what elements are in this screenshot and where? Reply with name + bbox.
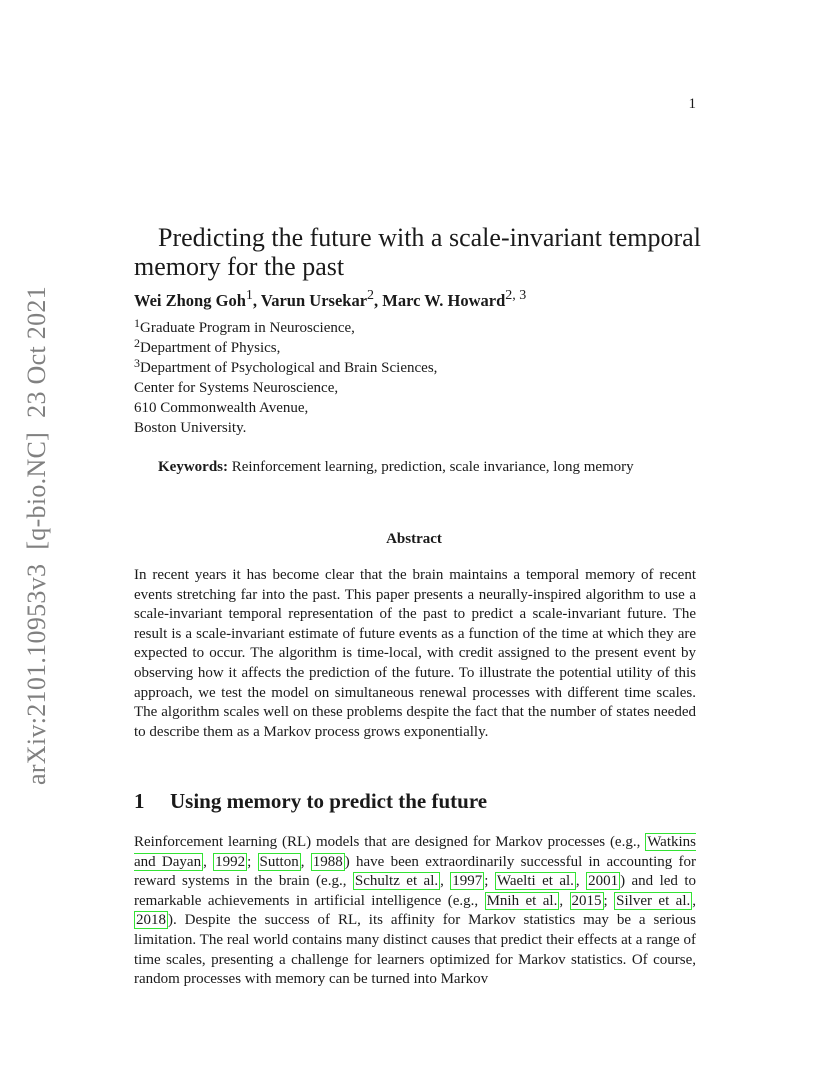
intro-text: ) have been extraordinarily successful in accounting for reward systems in the brain (e.g., — [134, 853, 697, 890]
intro-text: ). Despite the success of RL, its affinity for Markov statistics may be a serious limitation. The real world contains many distinct causes that predict their effects at a range of time scales, presenting a challenge for learners optimized for Markov statistics. Of course, random processes with memory can be turned into Markov — [134, 912, 696, 988]
abstract-heading: Abstract — [386, 531, 442, 547]
affiliation-mark: 2 — [134, 336, 140, 350]
citation-link[interactable]: Mnih et al. — [486, 892, 558, 909]
affiliation-line — [134, 318, 437, 338]
affiliation-text: Department of Physics, — [140, 340, 281, 356]
affiliation-mark: 3 — [134, 356, 140, 370]
arxiv-id: arXiv:2101.10953v3 — [22, 563, 51, 785]
section-heading — [134, 789, 487, 814]
citation-link[interactable]: Waelti et al. — [496, 873, 574, 890]
affiliation-line — [134, 398, 437, 418]
citation-link[interactable]: Watkins and Dayan — [134, 834, 696, 870]
author-name: Wei Zhong Goh — [134, 291, 246, 310]
page-number: 1 — [688, 96, 696, 112]
author-affiliation-mark: 2 — [367, 288, 375, 303]
intro-text: ) and led to remarkable achievements in artificial intelligence (e.g., — [134, 873, 696, 909]
section-number: 1 — [134, 789, 145, 813]
affiliation-text: Boston University. — [134, 420, 247, 436]
citation-link[interactable]: Silver et al. — [616, 892, 691, 909]
citation-link[interactable]: 1992 — [215, 853, 246, 870]
affiliation-block — [134, 318, 437, 438]
citation-link[interactable]: 2015 — [571, 892, 602, 909]
intro-text: Reinforcement learning (RL) models that are designed for Markov processes (e.g., — [134, 834, 646, 850]
citation-separator: , — [440, 873, 451, 890]
citation-separator: ; — [484, 873, 495, 890]
affiliation-mark: 1 — [134, 316, 140, 330]
arxiv-date: 23 Oct 2021 — [22, 286, 51, 418]
keywords-label: Keywords: — [158, 459, 228, 475]
affiliation-text: 610 Commonwealth Avenue, — [134, 400, 309, 416]
citation-separator: , — [575, 873, 587, 890]
section-title: Using memory to predict the future — [170, 789, 488, 813]
citation-separator: , — [692, 892, 696, 909]
citation-separator: , — [203, 853, 214, 870]
affiliation-text: Department of Psychological and Brain Sciences, — [140, 360, 438, 376]
affiliation-line — [134, 418, 437, 438]
citation-separator: , — [559, 892, 570, 909]
citation-separator: ; — [247, 853, 258, 870]
paper-title: Predicting the future with a scale-invariant temporal memory for the past — [134, 223, 701, 281]
author-name: Varun Ursekar — [260, 291, 368, 310]
citation-link[interactable]: 2001 — [588, 873, 619, 890]
affiliation-text: Center for Systems Neuroscience, — [134, 380, 339, 396]
citation-separator: ; — [603, 892, 615, 909]
author-affiliation-mark: 1 — [245, 288, 253, 303]
keywords — [158, 459, 634, 476]
intro-paragraph — [134, 833, 696, 990]
citation-link[interactable]: Sutton — [259, 853, 299, 870]
citation-link[interactable]: 1997 — [452, 873, 483, 890]
keywords-text: Reinforcement learning, prediction, scale invariance, long memory — [231, 459, 634, 475]
author-name: Marc W. Howard — [382, 291, 506, 310]
author-list: Wei Zhong Goh$^1$, Varun Ursekar$^2$, Marc W. Howard$^{2, 3}$ — [134, 288, 527, 310]
author-affiliation-mark: 2, 3 — [505, 288, 527, 303]
citation-link[interactable]: 1988 — [312, 853, 343, 870]
affiliation-line — [134, 358, 437, 378]
citation-separator: , — [300, 853, 311, 870]
affiliation-line — [134, 338, 437, 358]
arxiv-category: [q-bio.NC] — [22, 431, 51, 550]
citation-link[interactable]: 2018 — [136, 912, 166, 929]
affiliation-line — [134, 378, 437, 398]
citation-link[interactable]: Schultz et al. — [354, 873, 439, 890]
affiliation-text: Graduate Program in Neuroscience, — [140, 320, 355, 336]
abstract-body: In recent years it has become clear that the brain maintains a temporal memory of recent events stretching far into the past. This paper presents a neurally-inspired algorithm to use a scale-invariant temporal representation of the past to predict a scale-invariant future. The result is a scale-invariant estimate of future events as a function of the time at which they are expected to occur. The algorithm is time-local, with credit assigned to the present event by observing how it affects the prediction of the future. To illustrate the potential utility of this approach, we test the model on simultaneous renewal processes with different time scales. The algorithm scales well on these problems despite the fact that the number of states needed to describe them as a Markov process grows exponentially. — [134, 567, 696, 740]
